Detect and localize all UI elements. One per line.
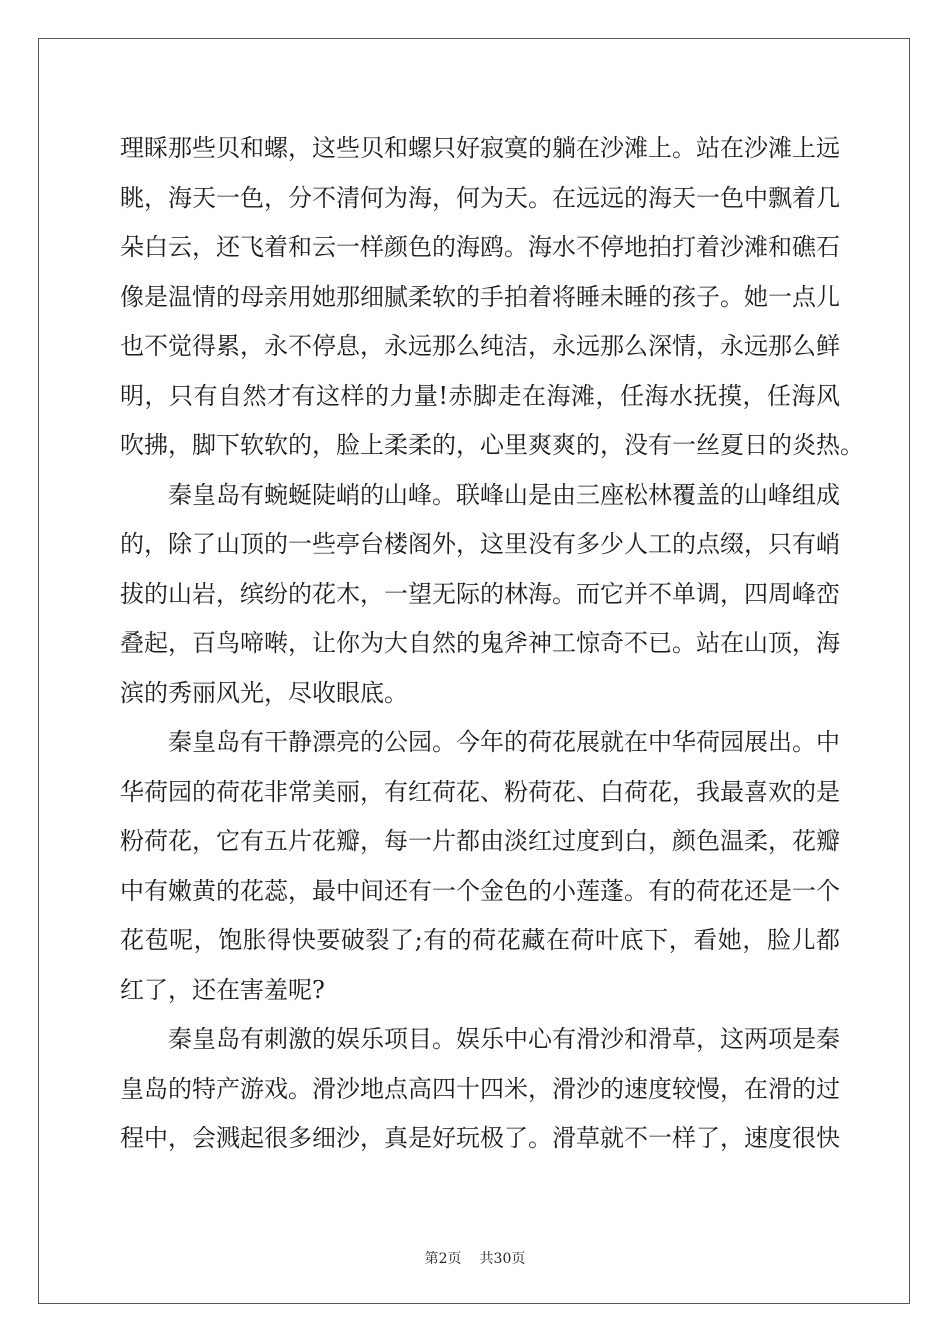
- text-line: 华荷园的荷花非常美丽，有红荷花、粉荷花、白荷花，我最喜欢的是: [120, 777, 840, 806]
- text-line: 滨的秀丽风光，尽收眼底。: [120, 678, 408, 707]
- page-footer: [0, 1248, 950, 1268]
- text-line: 中有嫩黄的花蕊，最中间还有一个金色的小莲蓬。有的荷花还是一个: [120, 876, 840, 905]
- text-line: 也不觉得累，永不停息，永远那么纯洁，永远那么深情，永远那么鲜: [120, 332, 840, 360]
- text-line: 粉荷花，它有五片花瓣，每一片都由淡红过度到白，颜色温柔，花瓣: [120, 827, 840, 855]
- text-line: 花苞呢，饱胀得快要破裂了;有的荷花藏在荷叶底下，看她，脸儿都: [120, 926, 840, 954]
- text-line: 明，只有自然才有这样的力量!赤脚走在海滩，任海水抚摸，任海风: [120, 381, 840, 410]
- text-line: 朵白云，还飞着和云一样颜色的海鸥。海水不停地拍打着沙滩和礁石: [120, 233, 840, 261]
- document-body: [120, 128, 864, 1168]
- text-line: 秦皇岛有蜿蜒陡峭的山峰。联峰山是由三座松林覆盖的山峰组成: [120, 480, 840, 509]
- text-line: 拔的山岩，缤纷的花木，一望无际的林海。而它并不单调，四周峰峦: [120, 579, 840, 608]
- text-line: 秦皇岛有刺激的娱乐项目。娱乐中心有滑沙和滑草，这两项是秦: [120, 1025, 840, 1053]
- text-line: 秦皇岛有干静漂亮的公园。今年的荷花展就在中华荷园展出。中: [120, 728, 840, 756]
- text-line: 吹拂，脚下软软的，脸上柔柔的，心里爽爽的，没有一丝夏日的炎热。: [120, 431, 864, 459]
- page-number-total: 共30页: [479, 1251, 526, 1267]
- text-line: 皇岛的特产游戏。滑沙地点高四十四米，滑沙的速度较慢，在滑的过: [120, 1074, 840, 1103]
- text-line: 叠起，百鸟啼啭，让你为大自然的鬼斧神工惊奇不已。站在山顶，海: [120, 629, 840, 657]
- text-line: 眺，海天一色，分不清何为海，何为天。在远远的海天一色中飘着几: [120, 183, 840, 212]
- text-line: 的，除了山顶的一些亭台楼阁外，这里没有多少人工的点缀，只有峭: [120, 530, 840, 558]
- text-line: 像是温情的母亲用她那细腻柔软的手拍着将睡未睡的孩子。她一点儿: [120, 282, 840, 311]
- text-line: 理睬那些贝和螺，这些贝和螺只好寂寞的躺在沙滩上。站在沙滩上远: [120, 134, 840, 162]
- text-line: 程中，会溅起很多细沙，真是好玩极了。滑草就不一样了，速度很快: [120, 1124, 840, 1152]
- text-line: 红了，还在害羞呢?: [120, 975, 325, 1004]
- page-number-current: 第2页: [424, 1251, 462, 1267]
